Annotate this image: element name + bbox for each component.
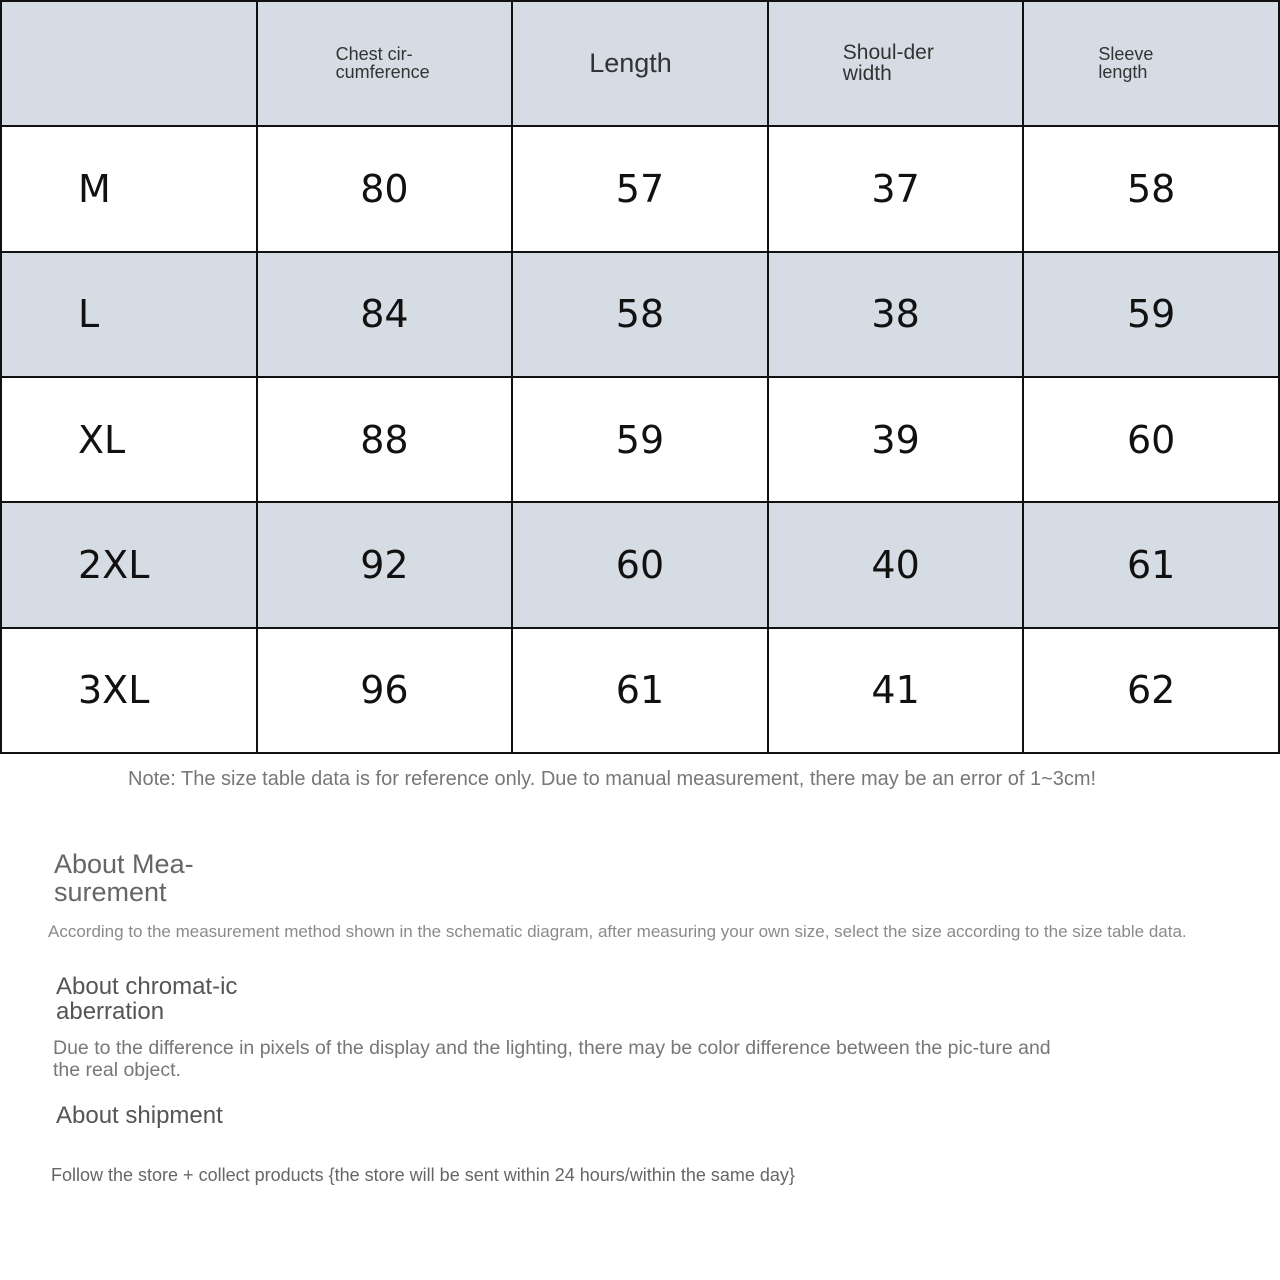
shipment-title: About shipment [56,1102,223,1129]
size-label: M [1,126,257,251]
shoulder-value: 38 [768,252,1024,377]
length-value: 57 [512,126,768,251]
size-label: XL [1,377,257,502]
chromatic-aberration-title: About chromat-ic aberration [56,973,238,1026]
header-length: Length [512,1,768,126]
shoulder-value: 41 [768,628,1024,753]
table-row [1,126,1279,251]
sleeve-value: 62 [1023,628,1279,753]
header-size [1,1,257,126]
chest-value: 96 [257,628,513,753]
chest-value: 88 [257,377,513,502]
size-label: L [1,252,257,377]
table-row [1,502,1279,627]
header-chest: Chest cir-cumference [257,1,513,126]
sleeve-value: 60 [1023,377,1279,502]
shoulder-value: 40 [768,502,1024,627]
length-value: 59 [512,377,768,502]
table-header-row [1,1,1279,126]
header-sleeve: Sleeve length [1023,1,1279,126]
shoulder-value: 39 [768,377,1024,502]
sleeve-value: 59 [1023,252,1279,377]
shipment-body: Follow the store + collect products {the store will be sent within 24 hours/within the same day} [51,1165,795,1185]
table-row [1,628,1279,753]
chest-value: 92 [257,502,513,627]
table-row [1,252,1279,377]
chest-value: 84 [257,252,513,377]
size-label: 3XL [1,628,257,753]
header-shoulder: Shoul-der width [768,1,1024,126]
size-label: 2XL [1,502,257,627]
measurement-body: According to the measurement method shown in the schematic diagram, after measuring your own size, select the size according to the size table data. [48,922,1187,941]
measurement-title: About Mea-surement [54,849,194,908]
size-note: Note: The size table data is for reference only. Due to manual measurement, there may be an error of 1~3cm! [128,768,1097,790]
table-row [1,377,1279,502]
chest-value: 80 [257,126,513,251]
sleeve-value: 61 [1023,502,1279,627]
sleeve-value: 58 [1023,126,1279,251]
chromatic-aberration-body: Due to the difference in pixels of the display and the lighting, there may be color difference between the pic-ture and the real object. [53,1037,1051,1082]
shoulder-value: 37 [768,126,1024,251]
length-value: 60 [512,502,768,627]
length-value: 58 [512,252,768,377]
length-value: 61 [512,628,768,753]
